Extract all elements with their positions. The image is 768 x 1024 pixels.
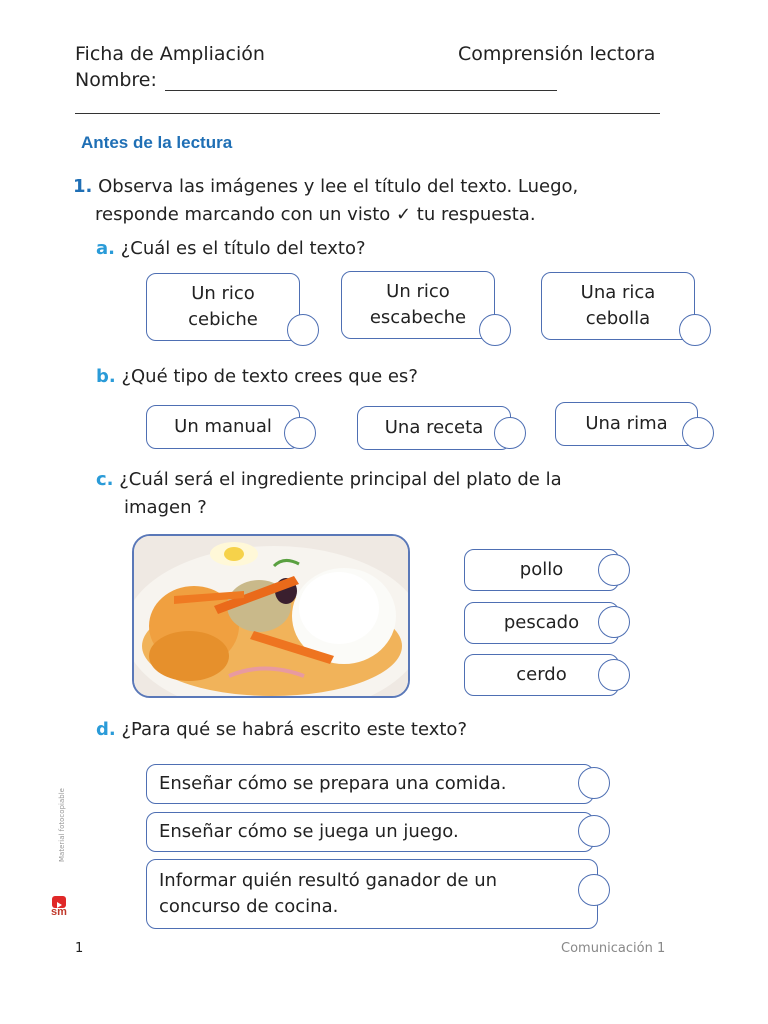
option-d-2-label: Enseñar cómo se juega un juego. bbox=[159, 821, 459, 842]
answer-circle-a-3[interactable] bbox=[679, 314, 711, 346]
question-b bbox=[96, 363, 418, 391]
question-d-letter: d. bbox=[96, 719, 116, 740]
option-a-3-line1: Una rica bbox=[580, 282, 656, 303]
question-d bbox=[96, 716, 467, 744]
question-d-text: ¿Para qué se habrá escrito este texto? bbox=[115, 719, 467, 740]
option-b-3-label: Una rima bbox=[585, 413, 668, 434]
question-b-text: ¿Qué tipo de texto crees que es? bbox=[115, 366, 418, 387]
answer-circle-d-3[interactable] bbox=[578, 874, 610, 906]
option-c-1 bbox=[464, 549, 619, 591]
option-c-3 bbox=[464, 654, 619, 696]
option-c-3-label: cerdo bbox=[516, 664, 567, 685]
question-c-line2: imagen ? bbox=[124, 497, 207, 518]
answer-circle-c-2[interactable] bbox=[598, 606, 630, 638]
option-d-3 bbox=[146, 859, 598, 929]
option-d-1-label: Enseñar cómo se prepara una comida. bbox=[159, 773, 507, 794]
section-title: Antes de la lectura bbox=[81, 133, 233, 152]
option-b-3 bbox=[555, 402, 698, 446]
option-c-1-label: pollo bbox=[519, 559, 564, 580]
option-b-1-label: Un manual bbox=[174, 416, 272, 437]
option-a-3-line2: cebolla bbox=[585, 308, 651, 329]
question-1-line2: responde marcando con un visto ✓ tu respuesta. bbox=[95, 204, 536, 225]
option-b-2-label: Una receta bbox=[384, 417, 484, 438]
option-c-2 bbox=[464, 602, 619, 644]
dish-illustration bbox=[134, 536, 410, 698]
answer-circle-b-2[interactable] bbox=[494, 417, 526, 449]
answer-circle-c-3[interactable] bbox=[598, 659, 630, 691]
option-b-1 bbox=[146, 405, 300, 449]
option-a-2-line1: Un rico bbox=[386, 281, 450, 302]
answer-circle-d-1[interactable] bbox=[578, 767, 610, 799]
question-b-letter: b. bbox=[96, 366, 116, 387]
question-c-letter: c. bbox=[96, 469, 114, 490]
question-c-line1: ¿Cuál será el ingrediente principal del plato de la bbox=[113, 469, 562, 490]
option-a-2 bbox=[341, 271, 495, 339]
answer-circle-d-2[interactable] bbox=[578, 815, 610, 847]
question-c bbox=[96, 466, 696, 522]
answer-circle-b-1[interactable] bbox=[284, 417, 316, 449]
page-number: 1 bbox=[75, 941, 84, 956]
publisher-logo: sm bbox=[51, 906, 67, 918]
question-1 bbox=[73, 173, 693, 229]
answer-circle-b-3[interactable] bbox=[682, 417, 714, 449]
answer-circle-c-1[interactable] bbox=[598, 554, 630, 586]
option-a-1 bbox=[146, 273, 300, 341]
second-line bbox=[75, 113, 660, 114]
option-d-3-line2: concurso de cocina. bbox=[159, 896, 339, 917]
dish-photo bbox=[132, 534, 410, 698]
side-copyright-text: Material fotocopiable bbox=[58, 788, 66, 862]
footer-subject: Comunicación 1 bbox=[561, 941, 666, 956]
question-1-line1: Observa las imágenes y lee el título del texto. Luego, bbox=[92, 176, 579, 197]
option-c-2-label: pescado bbox=[503, 612, 580, 633]
worksheet-subject: Comprensión lectora bbox=[458, 43, 656, 65]
option-d-2 bbox=[146, 812, 594, 852]
answer-circle-a-1[interactable] bbox=[287, 314, 319, 346]
question-a-letter: a. bbox=[96, 238, 115, 259]
question-a-text: ¿Cuál es el título del texto? bbox=[114, 238, 366, 259]
option-d-1 bbox=[146, 764, 594, 804]
answer-circle-a-2[interactable] bbox=[479, 314, 511, 346]
option-b-2 bbox=[357, 406, 511, 450]
worksheet-title: Ficha de Ampliación bbox=[75, 43, 265, 65]
option-a-3 bbox=[541, 272, 695, 340]
name-line[interactable] bbox=[165, 90, 557, 91]
option-a-1-line1: Un rico bbox=[191, 283, 255, 304]
question-a bbox=[96, 235, 366, 263]
option-a-1-line2: cebiche bbox=[188, 309, 258, 330]
question-1-number: 1. bbox=[73, 176, 93, 197]
option-a-2-line2: escabeche bbox=[369, 307, 467, 328]
name-label: Nombre: bbox=[75, 69, 157, 91]
option-d-3-line1: Informar quién resultó ganador de un bbox=[159, 870, 498, 891]
